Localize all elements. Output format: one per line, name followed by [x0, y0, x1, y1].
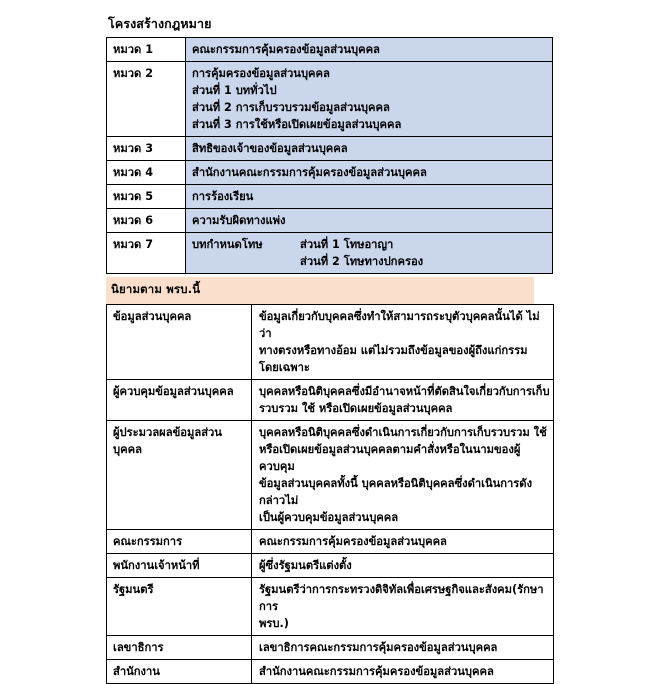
- definition-meaning-line: รวบรวม ใช้ หรือเปิดเผยข้อมูลส่วนบุคคล: [259, 401, 453, 415]
- table-row: [107, 636, 554, 660]
- definitions-table: [106, 304, 554, 684]
- definition-meaning-line: รัฐมนตรีว่าการกระทรวงดิจิทัลเพื่อเศรษฐกิจและสังคม(รักษาการ: [259, 583, 544, 614]
- chapter-content: [186, 136, 553, 160]
- definition-term: [107, 529, 252, 553]
- table-row: [107, 379, 554, 420]
- definition-meaning: [252, 304, 554, 379]
- table-row: [107, 184, 553, 208]
- definition-meaning: [252, 660, 554, 684]
- definition-meaning-line: บุคคลหรือนิติบุคคลซึ่งมีอำนาจหน้าที่ตัดสินใจเกี่ยวกับการเก็บ: [259, 384, 550, 398]
- definition-meaning-line: เลขาธิการคณะกรรมการคุ้มครองข้อมูลส่วนบุคคล: [259, 641, 498, 655]
- penalty-parts: [300, 236, 423, 270]
- table-row: [107, 554, 554, 578]
- definition-meaning: [252, 554, 554, 578]
- definition-term-line: ข้อมูลส่วนบุคคล: [113, 309, 192, 323]
- table-row: [107, 304, 554, 379]
- chapter-content: [186, 160, 553, 184]
- table-row: [107, 529, 554, 553]
- table-row: [107, 136, 553, 160]
- definition-meaning-line: บุคคลหรือนิติบุคคลซึ่งดำเนินการเกี่ยวกับการเก็บรวบรวม ใช้: [259, 425, 547, 439]
- definition-meaning-line: คณะกรรมการคุ้มครองข้อมูลส่วนบุคคล: [259, 534, 447, 548]
- table-row: [107, 61, 553, 136]
- definition-meaning-line: หรือเปิดเผยข้อมูลส่วนบุคคลตามคำสั่งหรือในนามของผู้ควบคุม: [259, 442, 521, 473]
- definition-meaning: [252, 379, 554, 420]
- chapter-label: หมวด 1: [107, 37, 186, 61]
- penalty-grid: [192, 236, 547, 270]
- definition-term-line: รัฐมนตรี: [113, 583, 154, 597]
- definition-term: [107, 379, 252, 420]
- chapter-content-line: การคุ้มครองข้อมูลส่วนบุคคล: [192, 66, 330, 80]
- table-row: [107, 208, 553, 232]
- chapter-content-line: สิทธิของเจ้าของข้อมูลส่วนบุคคล: [192, 141, 348, 155]
- definition-term-line: คณะกรรมการ: [113, 534, 183, 548]
- definitions-section-header: นิยามตาม พรบ.นี้: [106, 277, 534, 304]
- chapter-label: หมวด 7: [107, 232, 186, 273]
- definition-meaning-line: โดยเฉพาะ: [259, 360, 310, 374]
- law-structure-table-body: [107, 37, 553, 273]
- definition-term-line: เลขาธิการ: [113, 641, 164, 655]
- table-row: [107, 578, 554, 636]
- definition-term: [107, 578, 252, 636]
- chapter-content-line: การร้องเรียน: [192, 189, 254, 203]
- penalty-title: บทกำหนดโทษ: [192, 237, 263, 251]
- chapter-content: [186, 184, 553, 208]
- chapter-label: หมวด 3: [107, 136, 186, 160]
- table-row: [107, 37, 553, 61]
- definition-meaning-line: ผู้ซึ่งรัฐมนตรีแต่งตั้ง: [259, 559, 352, 572]
- table-row: [107, 660, 554, 684]
- definition-meaning-line: เป็นผู้ควบคุมข้อมูลส่วนบุคคล: [259, 510, 399, 524]
- chapter-content-line: สำนักงานคณะกรรมการคุ้มครองข้อมูลส่วนบุคคล: [192, 165, 427, 179]
- chapter-label: หมวด 5: [107, 184, 186, 208]
- definition-term: [107, 304, 252, 379]
- chapter-content: [186, 61, 553, 136]
- definition-term-line: พนักงานเจ้าหน้าที่: [113, 559, 200, 572]
- chapter-content-line: คณะกรรมการคุ้มครองข้อมูลส่วนบุคคล: [192, 42, 380, 56]
- table-row: [107, 420, 554, 529]
- penalty-part-line: ส่วนที่ 2 โทษทางปกครอง: [300, 254, 424, 268]
- definition-meaning-line: พรบ.): [259, 617, 289, 631]
- chapter-label: หมวด 6: [107, 208, 186, 232]
- definition-meaning-line: ข้อมูลส่วนบุคคลทั้งนี้ บุคคลหรือนิติบุคคลซึ่งดำเนินการดังกล่าวไม่: [259, 476, 533, 507]
- table-row: [107, 160, 553, 184]
- chapter-content: [186, 37, 553, 61]
- chapter-content-line: ความรับผิดทางแพ่ง: [192, 213, 286, 227]
- law-structure-table: [106, 37, 553, 274]
- definition-meaning: [252, 578, 554, 636]
- definition-meaning-line: ข้อมูลเกี่ยวกับบุคคลซึ่งทำให้สามารถระบุตัวบุคคลนั้นได้ ไม่ว่า: [259, 309, 540, 340]
- page-title: โครงสร้างกฎหมาย: [108, 16, 212, 31]
- chapter-label: หมวด 2: [107, 61, 186, 136]
- definition-term-line: สำนักงาน: [113, 665, 160, 679]
- definition-term: [107, 636, 252, 660]
- definition-term: [107, 660, 252, 684]
- definition-term-line: ผู้ประมวลผลข้อมูลส่วน: [113, 425, 222, 439]
- chapter-content-line: ส่วนที่ 2 การเก็บรวบรวมข้อมูลส่วนบุคคล: [192, 100, 390, 114]
- definition-meaning: [252, 420, 554, 529]
- chapter-content-line: ส่วนที่ 1 บททั่วไป: [192, 83, 277, 97]
- definition-term-line: ผู้ควบคุมข้อมูลส่วนบุคคล: [113, 384, 234, 398]
- chapter-content-line: ส่วนที่ 3 การใช้หรือเปิดเผยข้อมูลส่วนบุคคล: [192, 117, 402, 131]
- definition-meaning: [252, 529, 554, 553]
- definition-meaning: [252, 636, 554, 660]
- chapter-label: หมวด 4: [107, 160, 186, 184]
- definition-term-line: บุคคล: [113, 442, 142, 456]
- definitions-table-body: [107, 304, 554, 683]
- chapter-content: [186, 208, 553, 232]
- penalty-part-line: ส่วนที่ 1 โทษอาญา: [300, 237, 394, 251]
- definition-term: [107, 554, 252, 578]
- definition-term: [107, 420, 252, 529]
- definition-meaning-line: สำนักงานคณะกรรมการคุ้มครองข้อมูลส่วนบุคคล: [259, 665, 494, 679]
- chapter-content: [186, 232, 553, 273]
- table-row-penalty: [107, 232, 553, 273]
- definition-meaning-line: ทางตรงหรือทางอ้อม แต่ไม่รวมถึงข้อมูลของผู้ถึงแก่กรรม: [259, 343, 528, 357]
